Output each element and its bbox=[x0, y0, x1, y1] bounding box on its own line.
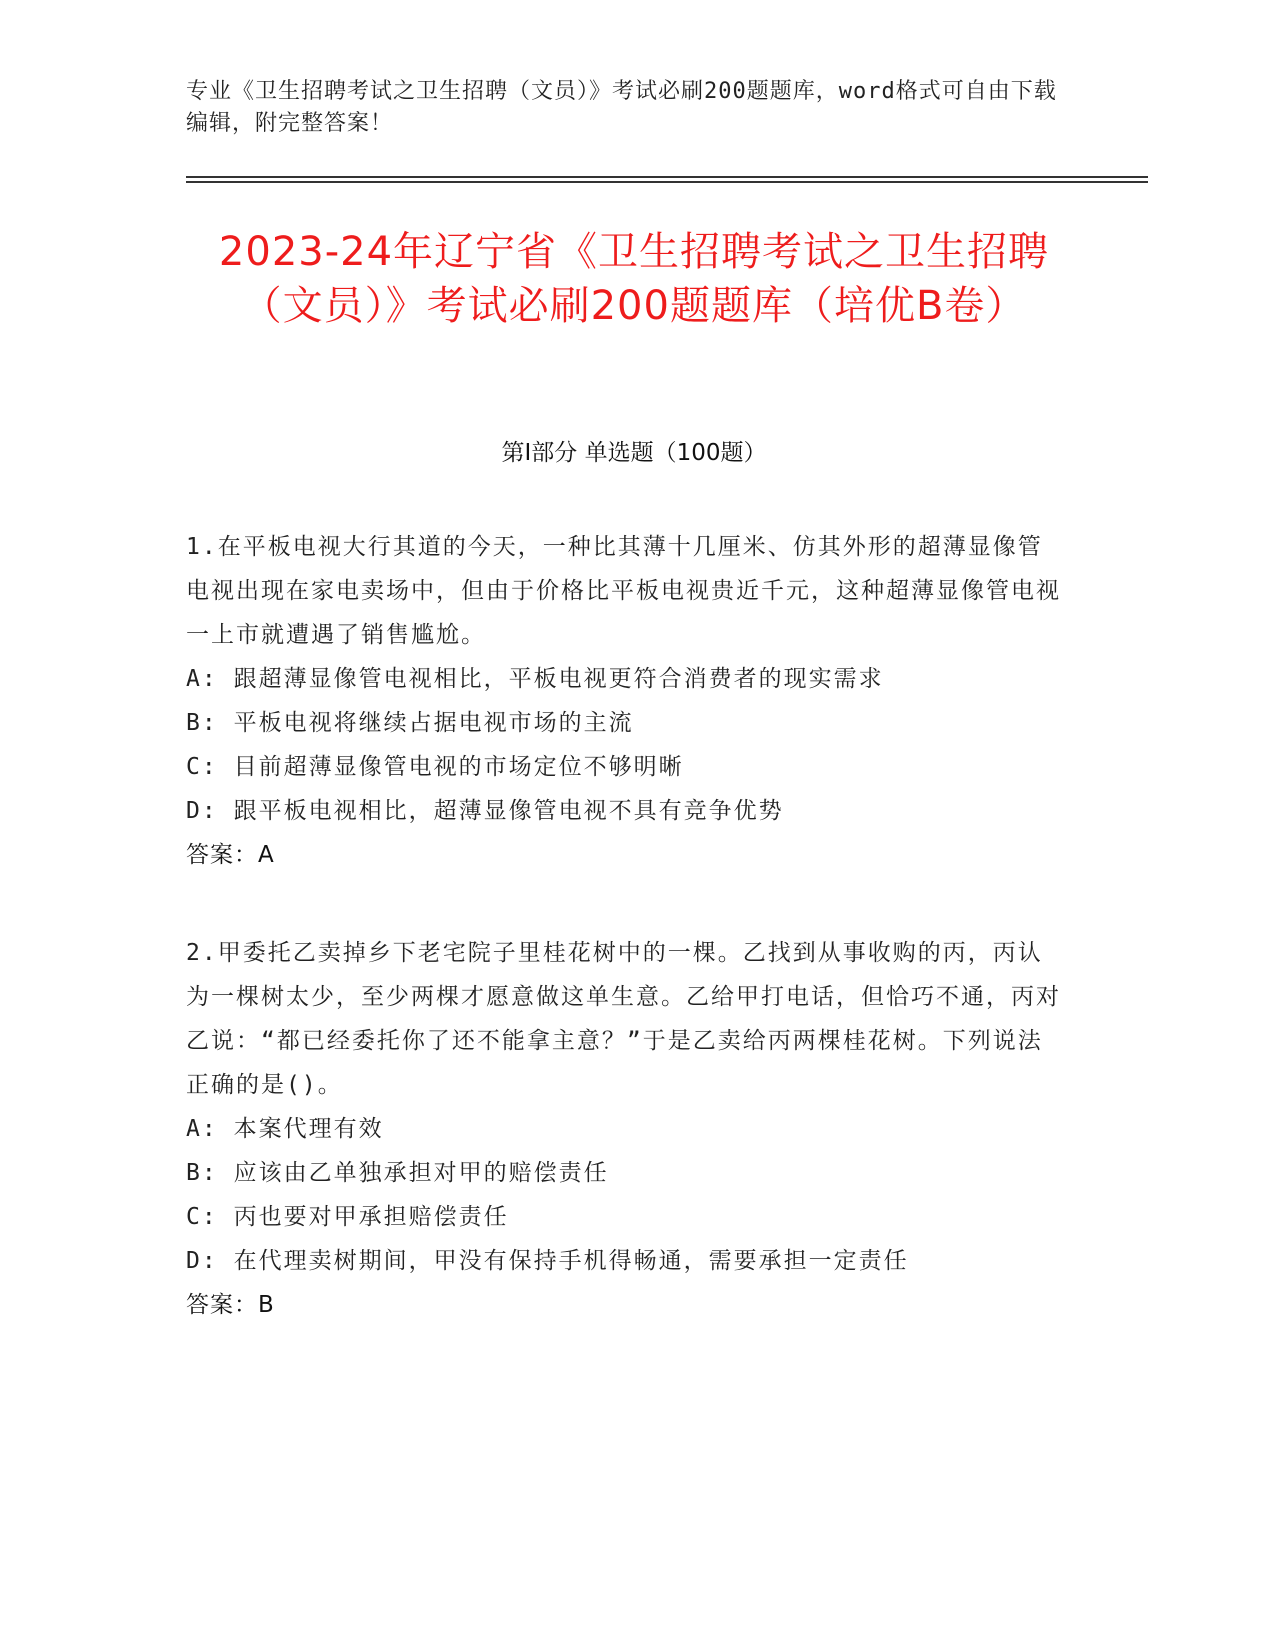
option-d bbox=[186, 789, 1066, 833]
option-text: 跟平板电视相比，超薄显像管电视不具有竞争优势 bbox=[233, 798, 784, 824]
option-b bbox=[186, 1151, 1066, 1195]
question-stem: 1.在平板电视大行其道的今天，一种比其薄十几厘米、仿其外形的超薄显像管电视出现在家电卖场中，但由于价格比平板电视贵近千元，这种超薄显像管电视一上市就遭遇了销售尴尬。 bbox=[186, 534, 1061, 648]
option-letter: D: bbox=[186, 798, 218, 824]
header-note: 专业《卫生招聘考试之卫生招聘（文员）》考试必刷200题题库，word格式可自由下载编辑，附完整答案！ bbox=[186, 79, 1057, 136]
option-letter: A: bbox=[186, 666, 218, 692]
option-text: 跟超薄显像管电视相比，平板电视更符合消费者的现实需求 bbox=[233, 666, 884, 692]
option-a bbox=[186, 1107, 1066, 1151]
option-letter: B: bbox=[186, 1160, 218, 1186]
question-item-2 bbox=[186, 931, 1066, 1327]
option-c bbox=[186, 1195, 1066, 1239]
option-a bbox=[186, 657, 1066, 701]
option-text: 应该由乙单独承担对甲的赔偿责任 bbox=[233, 1160, 609, 1186]
option-text: 目前超薄显像管电视的市场定位不够明晰 bbox=[233, 754, 684, 780]
option-text: 在代理卖树期间，甲没有保持手机得畅通，需要承担一定责任 bbox=[233, 1248, 909, 1274]
option-letter: B: bbox=[186, 710, 218, 736]
option-b bbox=[186, 701, 1066, 745]
answer-line: 答案：B bbox=[186, 1292, 275, 1318]
section-title: 第Ⅰ部分 单选题（100题） bbox=[501, 440, 767, 466]
option-text: 平板电视将继续占据电视市场的主流 bbox=[233, 710, 634, 736]
option-letter: D: bbox=[186, 1248, 218, 1274]
document-title: 2023-24年辽宁省《卫生招聘考试之卫生招聘（文员）》考试必刷200题题库（培优B卷） bbox=[218, 229, 1050, 329]
question-item-1 bbox=[186, 525, 1066, 877]
question-stem: 2.甲委托乙卖掉乡下老宅院子里桂花树中的一棵。乙找到从事收购的丙，丙认为一棵树太少，至少两棵才愿意做这单生意。乙给甲打电话，但恰巧不通，丙对乙说：“都已经委托你了还不能拿主意？”于是乙卖给丙两棵桂花树。下列说法正确的是()。 bbox=[186, 940, 1061, 1098]
option-c bbox=[186, 745, 1066, 789]
option-text: 丙也要对甲承担赔偿责任 bbox=[233, 1204, 509, 1230]
option-letter: C: bbox=[186, 1204, 218, 1230]
option-d bbox=[186, 1239, 1066, 1283]
answer-line: 答案：A bbox=[186, 842, 275, 868]
header-divider-top bbox=[186, 176, 1148, 178]
header-divider-bottom bbox=[186, 181, 1148, 183]
option-letter: A: bbox=[186, 1116, 218, 1142]
option-text: 本案代理有效 bbox=[233, 1116, 384, 1142]
option-letter: C: bbox=[186, 754, 218, 780]
